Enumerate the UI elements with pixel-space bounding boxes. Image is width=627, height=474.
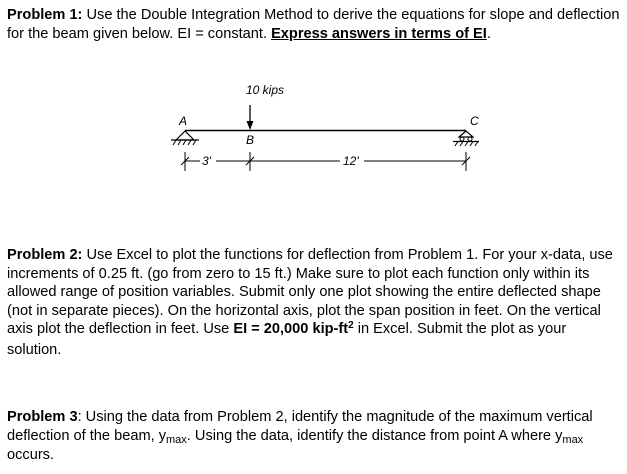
problem-3-text-c: occurs. [7,447,55,463]
span-ab-label: 3' [202,154,211,168]
problem-2-heading: Problem 2: [7,247,83,263]
problem-3-text-b: . Using the data, identify the distance from point A where y [186,427,563,444]
problem-2-paragraph [7,246,621,359]
problem-1-text: Use the Double Integration Method to derive the equations for slope and deflection for the beam given below. EI = constant. [7,7,620,42]
beam-diagram [160,72,500,202]
dimension-line [181,152,470,171]
roller-support-c [453,131,479,146]
problem-1-paragraph [7,6,621,43]
problem-1-emphasis: Express answers in terms of EI [271,25,487,42]
problem-2-ei-value: EI = 20,000 kip-ft [233,321,349,337]
problem-3-text-a: : Using the data from Problem 2, identify the magnitude of the maximum vertical deflection of the beam, y [7,409,593,444]
point-b-label: B [246,133,255,147]
problem-3-sub-2: max [562,433,584,446]
problem-2-ei-sup: 2 [348,320,354,331]
load-arrow-head [247,121,254,130]
problem-1-heading: Problem 1: [7,7,83,23]
point-a-label: A [179,114,188,128]
point-c-label: C [470,114,479,128]
problem-1-end: . [486,25,491,42]
load-label: 10 kips [246,83,285,97]
pin-support-a [171,131,199,145]
span-bc-label: 12' [343,154,359,168]
problem-3-heading: Problem 3 [7,409,78,425]
problem-2-text-end: in Excel. Submit the plot as your solution. [7,321,567,358]
problem-2-text: Use Excel to plot the functions for deflection from Problem 1. For your x-data, use increments of 0.25 ft. (go from zero to 15 ft.) Make sure to plot each function only within its allowed range of position variables. Submit only one plot showing the entire deflected shape (not in separate pieces). On the horizontal axis, plot the span position in feet. On the vertical axis plot the deflection in feet. Use [7,247,613,337]
problem-3-sub-1: max [166,433,187,446]
problem-3-paragraph [7,408,621,465]
